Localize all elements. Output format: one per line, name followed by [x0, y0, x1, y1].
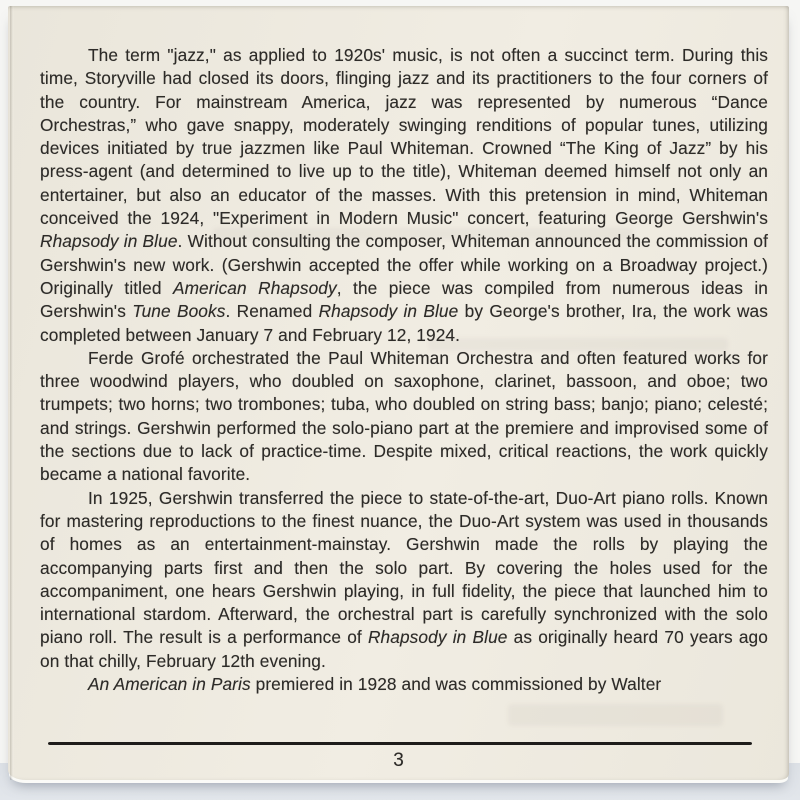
page-number: 3	[393, 750, 404, 771]
footer-rule	[48, 742, 752, 745]
paragraph: In 1925, Gershwin transferred the piece to state-of-the-art, Duo-Art piano rolls. Known for mastering reproductions to the finest nuance, the Duo-Art system was used in thousands of homes as an entertainment-mainstay. Gershwin made the rolls by playing the accompanying parts first and then the solo part. By covering the holes used for the accompaniment, one hears Gershwin playing, in full fidelity, the piece that launched him to international stardom. Afterward, the orchestral part is carefully synchronized with the solo piano roll. The result is a performance of Rhapsody in Blue as originally heard 70 years ago on that chilly, February 12th evening.	[40, 487, 768, 671]
showthrough-smudge	[508, 704, 723, 726]
paragraph: Ferde Grofé orchestrated the Paul Whiteman Orchestra and often featured works for three woodwind players, who doubled on saxophone, clarinet, bassoon, and oboe; two trumpets; two horns; two trombones; tuba, who doubled on string bass; banjo; piano; celesté; and strings. Gershwin performed the solo-piano part at the premiere and improvised some of the sections due to lack of practice-time. Despite mixed, critical reactions, the work quickly became a national favorite.	[40, 347, 768, 485]
paragraph: The term "jazz," as applied to 1920s' music, is not often a succinct term. During this time, Storyville had closed its doors, flinging jazz and its practitioners to the four corners of the country. For mainstream America, jazz was represented by numerous “Dance Orchestras,” who gave snappy, moderately swinging renditions of popular tunes, utilizing devices initiated by true jazzmen like Paul Whiteman. Crowned “The King of Jazz” by his press-agent (and determined to live up to the title), Whiteman deemed himself not only an entertainer, but also an educator of the masses. With this pretension in mind, Whiteman conceived the 1924, "Experiment in Modern Music" concert, featuring George Gershwin's Rhapsody in Blue. Without consulting the composer, Whiteman announced the commission of Gershwin's new work. (Gershwin accepted the offer while working on a Broadway project.) Originally titled American Rhapsody, the piece was compiled from numerous ideas in Gershwin's Tune Books. Renamed Rhapsody in Blue by George's brother, Ira, the work was completed between January 7 and February 12, 1924.	[40, 45, 769, 345]
paragraph: An American in Paris premiered in 1928 and was commissioned by Walter	[88, 674, 662, 695]
text-block	[40, 44, 768, 696]
booklet-page	[8, 6, 789, 780]
fold-crease	[10, 6, 14, 780]
